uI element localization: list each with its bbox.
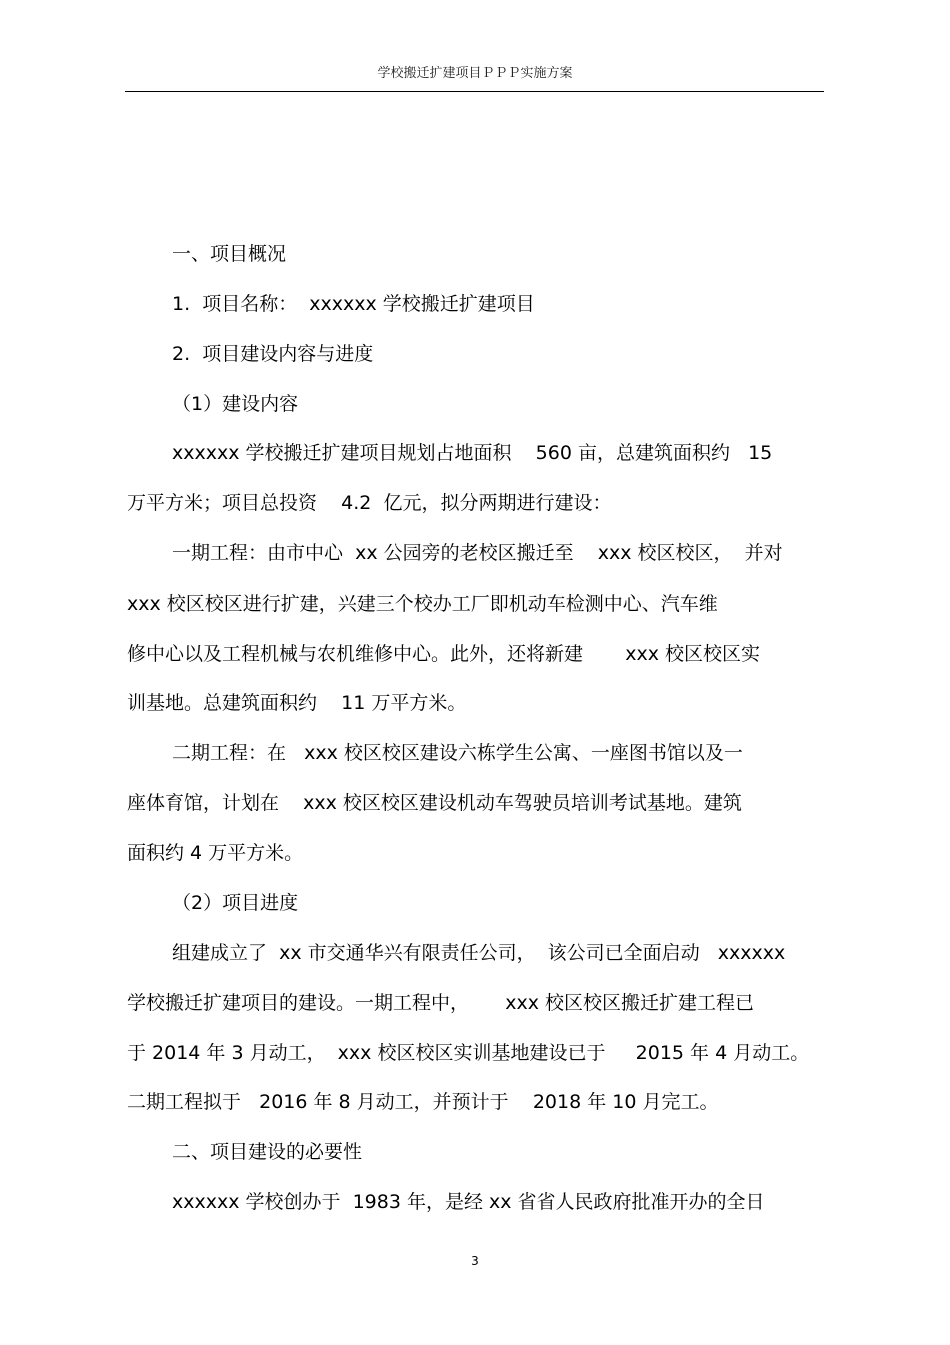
header-rule — [125, 91, 824, 92]
paragraph-line: 面积约 4 万平方米。 — [127, 842, 304, 864]
page-number: 3 — [471, 1254, 479, 1268]
paragraph-line: 组建成立了 xx 市交通华兴有限责任公司， 该公司已全面启动 xxxxxx — [172, 942, 786, 964]
paragraph-line: 一期工程：由市中心 xx 公园旁的老校区搬迁至 xxx 校区校区， 并对 — [172, 542, 783, 564]
paragraph-line: 修中心以及工程机械与农机维修中心。此外，还将新建 xxx 校区校区实 — [127, 643, 761, 665]
paragraph-line: 二期工程拟于 2016 年 8 月动工，并预计于 2018 年 10 月完工。 — [127, 1091, 719, 1113]
paragraph-line: 万平方米；项目总投资 4.2 亿元，拟分两期进行建设： — [127, 492, 612, 514]
paragraph-line: 学校搬迁扩建项目的建设。一期工程中， xxx 校区校区搬迁扩建工程已 — [127, 992, 755, 1014]
paragraph-line: xxxxxx 学校创办于 1983 年，是经 xx 省省人民政府批准开办的全日 — [172, 1191, 765, 1213]
paragraph-line: 于 2014 年 3 月动工， xxx 校区校区实训基地建设已于 2015 年 4 月动工。 — [127, 1042, 810, 1064]
subheading-progress: （2）项目进度 — [172, 892, 299, 914]
section-heading-necessity: 二、项目建设的必要性 — [172, 1141, 363, 1163]
project-name-line: 1. 项目名称： xxxxxx 学校搬迁扩建项目 — [172, 293, 535, 315]
paragraph-line: 二期工程：在 xxx 校区校区建设六栋学生公寓、一座图书馆以及一 — [172, 742, 743, 764]
paragraph-line: 座体育馆，计划在 xxx 校区校区建设机动车驾驶员培训考试基地。建筑 — [127, 792, 742, 814]
paragraph-line: 训基地。总建筑面积约 11 万平方米。 — [127, 692, 467, 714]
paragraph-line: xxx 校区校区进行扩建，兴建三个校办工厂即机动车检测中心、汽车维 — [127, 593, 718, 615]
section-heading-overview: 一、项目概况 — [172, 243, 287, 265]
paragraph-line: xxxxxx 学校搬迁扩建项目规划占地面积 560 亩，总建筑面积约 15 — [172, 442, 773, 464]
header-title: 学校搬迁扩建项目ＰＰＰ实施方案 — [377, 66, 573, 81]
subheading-content-progress: 2. 项目建设内容与进度 — [172, 343, 374, 365]
subheading-construction-content: （1）建设内容 — [172, 393, 299, 415]
